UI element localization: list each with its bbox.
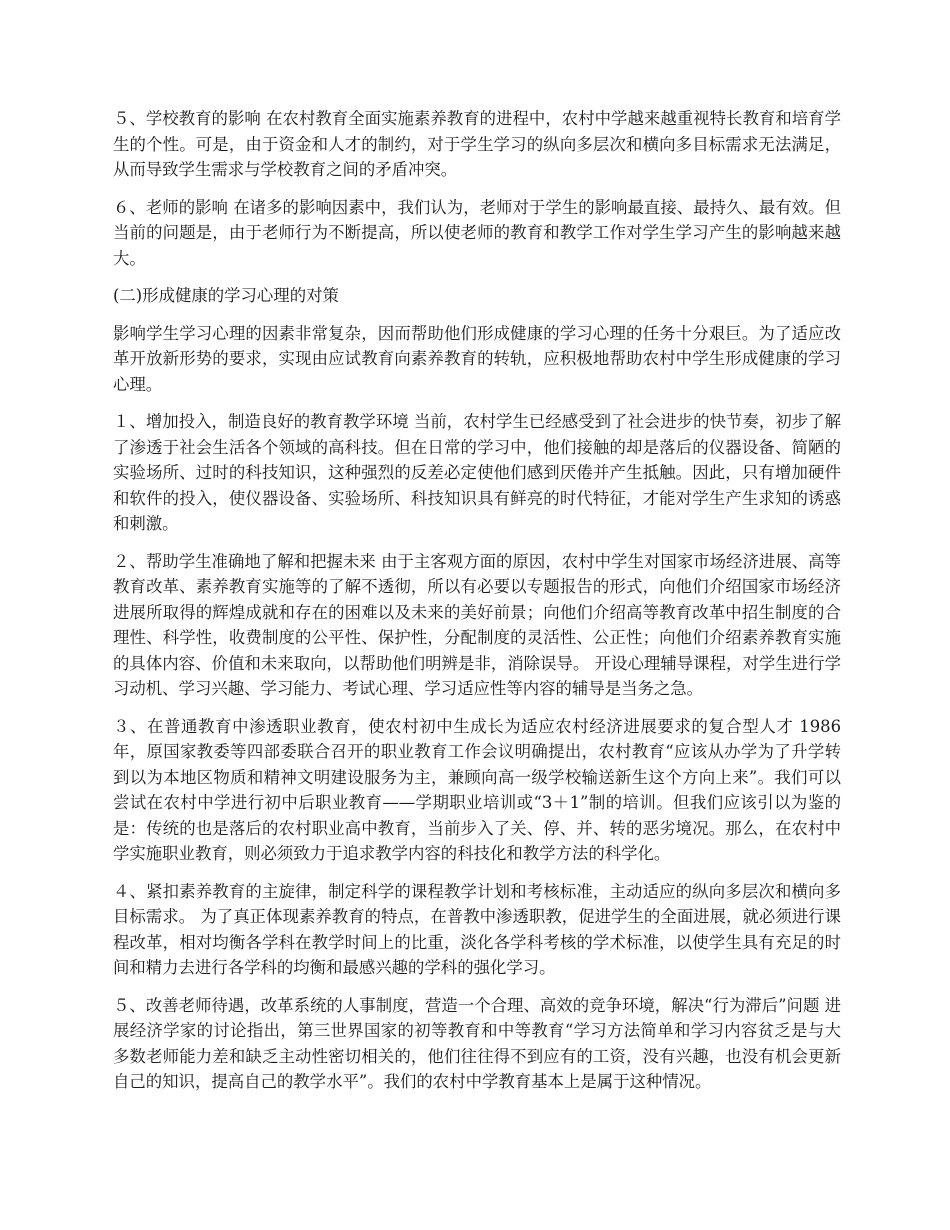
paragraph-measure-4: ４、紧扣素养教育的主旋律，制定科学的课程教学计划和考核标准，主动适应的纵向多层次和横向多目标需求。 为了真正体现素养教育的特点，在普教中渗透职教，促进学生的全面进展，就必须进行课程改革，相对均衡各学科在教学时间上的比重，淡化各学科考核的学术标准，以使学生具有充足的时间和精力去进行各学科的均衡和最感兴趣的学科的强化学习。 bbox=[113, 881, 841, 977]
document-body bbox=[113, 106, 841, 1107]
paragraph-intro: 影响学生学习心理的因素非常复杂，因而帮助他们形成健康的学习心理的任务十分艰巨。为了适应改革开放新形势的要求，实现由应试教育向素养教育的转轨，应积极地帮助农村中学生形成健康的学习心理。 bbox=[113, 323, 841, 394]
paragraph-measure-5: ５、改善老师待遇，改革系统的人事制度，营造一个合理、高效的竞争环境，解决“行为滞后”问题 进展经济学家的讨论指出，第三世界国家的初等教育和中等教育“学习方法简单和学习内容贫乏是与大多数老师能力差和缺乏主动性密切相关的，他们往往得不到应有的工资，没有兴趣，也没有机会更新自己的知识，提高自己的教学水平”。我们的农村中学教育基本上是属于这种情况。 bbox=[113, 995, 841, 1091]
section-heading: (二)形成健康的学习心理的对策 bbox=[113, 286, 339, 305]
paragraph-measure-1: １、增加投入，制造良好的教育教学环境 当前，农村学生已经感受到了社会进步的快节奏，初步了解了渗透于社会生活各个领域的高科技。但在日常的学习中，他们接触的却是落后的仪器设备、简陋的实验场所、过时的科技知识，这种强烈的反差必定使他们感到厌倦并产生抵触。因此，只有增加硬件和软件的投入，使仪器设备、实验场所、科技知识具有鲜亮的时代特征，才能对学生产生求知的诱惑和刺激。 bbox=[113, 412, 841, 533]
paragraph-school-influence: ５、学校教育的影响 在农村教育全面实施素养教育的进程中，农村中学越来越重视特长教育和培育学生的个性。可是，由于资金和人才的制约，对于学生学习的纵向多层次和横向多目标需求无法满足，从而导致学生需求与学校教育之间的矛盾冲突。 bbox=[113, 109, 841, 179]
paragraph-measure-3: ３、在普通教育中渗透职业教育，使农村初中生成长为适应农村经济进展要求的复合型人才 1986 年，原国家教委等四部委联合召开的职业教育工作会议明确提出，农村教育“应该从办学为了升学转到以为本地区物质和精神文明建设服务为主，兼顾向高一级学校输送新生这个方向上来”。我们可以尝试在农村中学进行初中后职业教育——学期职业培训或“3＋1”制的培训。但我们应该引以为鉴的是：传统的也是落后的农村职业高中教育，当前步入了关、停、并、转的恶劣境况。那么，在农村中学实施职业教育，则必须致力于追求教学内容的科技化和教学方法的科学化。 bbox=[113, 716, 841, 863]
paragraph-teacher-influence: ６、老师的影响 在诸多的影响因素中，我们认为，老师对于学生的影响最直接、最持久、最有效。但当前的问题是，由于老师行为不断提高，所以使老师的教育和教学工作对学生学习产生的影响越来越大。 bbox=[113, 197, 841, 268]
paragraph-measure-2: ２、帮助学生准确地了解和把握未来 由于主客观方面的原因，农村中学生对国家市场经济进展、高等教育改革、素养教育实施等的了解不透彻，所以有必要以专题报告的形式，向他们介绍国家市场经济进展所取得的辉煌成就和存在的困难以及未来的美好前景；向他们介绍高等教育改革中招生制度的合理性、科学性，收费制度的公平性、保护性，分配制度的灵活性、公正性；向他们介绍素养教育实施的具体内容、价值和未来取向，以帮助他们明辨是非，消除误导。 开设心理辅导课程，对学生进行学习动机、学习兴趣、学习能力、考试心理、学习适应性等内容的辅导是当务之急。 bbox=[113, 551, 841, 698]
